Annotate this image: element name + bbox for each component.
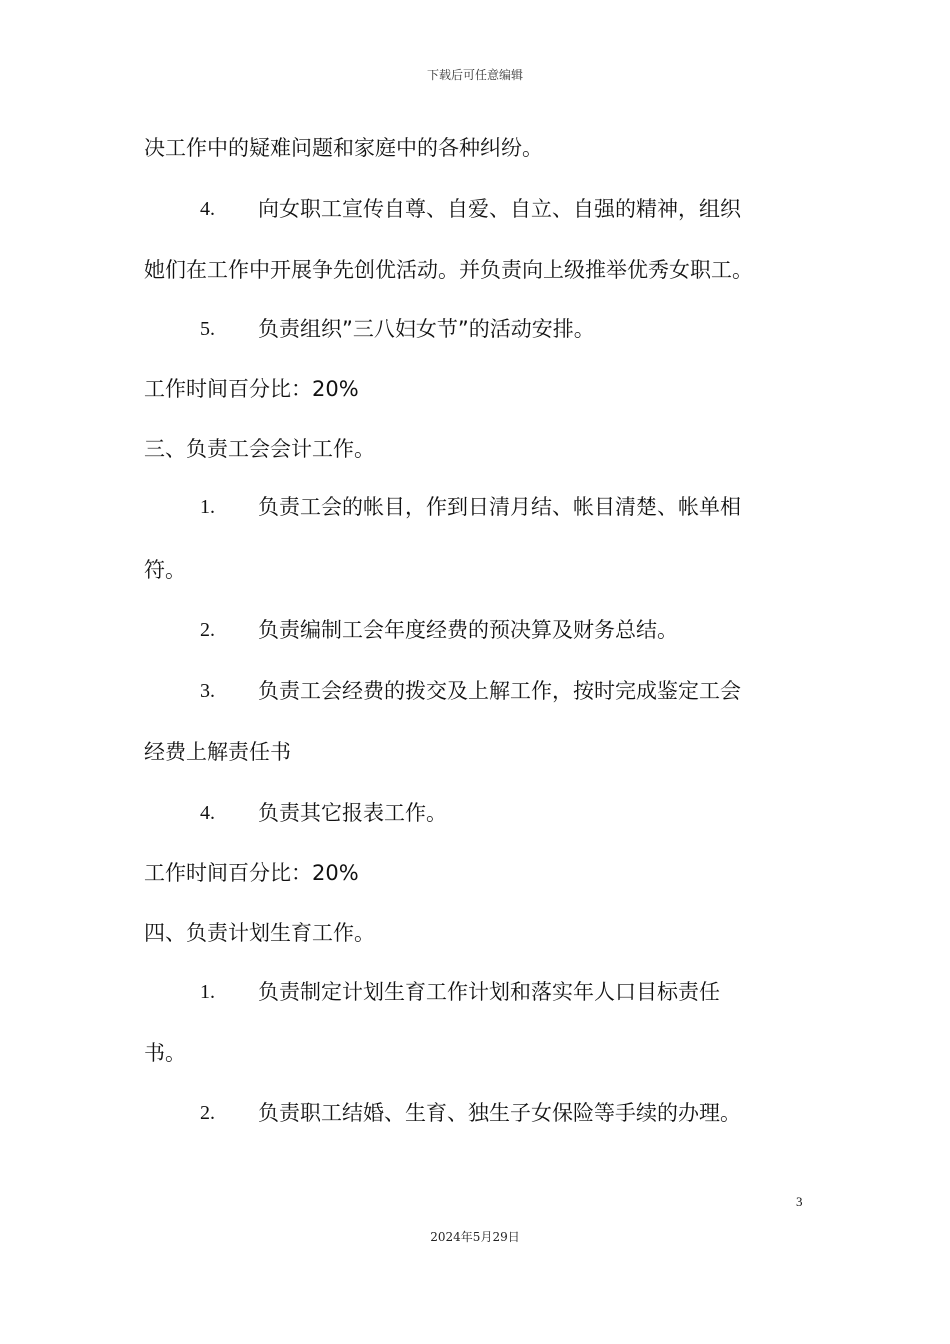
section-heading: 四、负责计划生育工作。: [144, 921, 375, 945]
time-percentage-line: 工作时间百分比：20%: [144, 861, 359, 885]
item-text: 负责工会经费的拨交及上解工作，按时完成鉴定工会: [258, 679, 741, 703]
item-text: 负责其它报表工作。: [258, 801, 447, 825]
page-number: 3: [796, 1194, 803, 1209]
time-percentage-line: 工作时间百分比：20%: [144, 377, 359, 401]
item-text: 向女职工宣传自尊、自爱、自立、自强的精神，组织: [258, 197, 741, 221]
page-footer-date: 2024年5月29日: [430, 1230, 520, 1244]
item-number: 4.: [200, 802, 215, 824]
item-text: 负责组织”三八妇女节”的活动安排。: [258, 317, 595, 341]
item-text: 负责工会的帐目，作到日清月结、帐目清楚、帐单相: [258, 495, 741, 519]
item-number: 1.: [200, 981, 215, 1003]
item-text: 负责制定计划生育工作计划和落实年人口目标责任: [258, 980, 720, 1004]
body-line: 经费上解责任书: [144, 740, 291, 764]
item-number: 4.: [200, 198, 215, 220]
item-number: 3.: [200, 680, 215, 702]
body-line: 她们在工作中开展争先创优活动。并负责向上级推举优秀女职工。: [144, 258, 753, 282]
item-number: 2.: [200, 1102, 215, 1124]
page-header: 下载后可任意编辑: [426, 68, 523, 82]
body-line: 书。: [144, 1041, 186, 1065]
item-number: 1.: [200, 496, 215, 518]
body-line: 符。: [144, 558, 186, 582]
item-text: 负责编制工会年度经费的预决算及财务总结。: [258, 618, 678, 642]
body-line: 决工作中的疑难问题和家庭中的各种纠纷。: [144, 136, 543, 160]
item-number: 5.: [200, 318, 215, 340]
section-heading: 三、负责工会会计工作。: [144, 437, 375, 461]
item-number: 2.: [200, 619, 215, 641]
item-text: 负责职工结婚、生育、独生子女保险等手续的办理。: [258, 1101, 741, 1125]
